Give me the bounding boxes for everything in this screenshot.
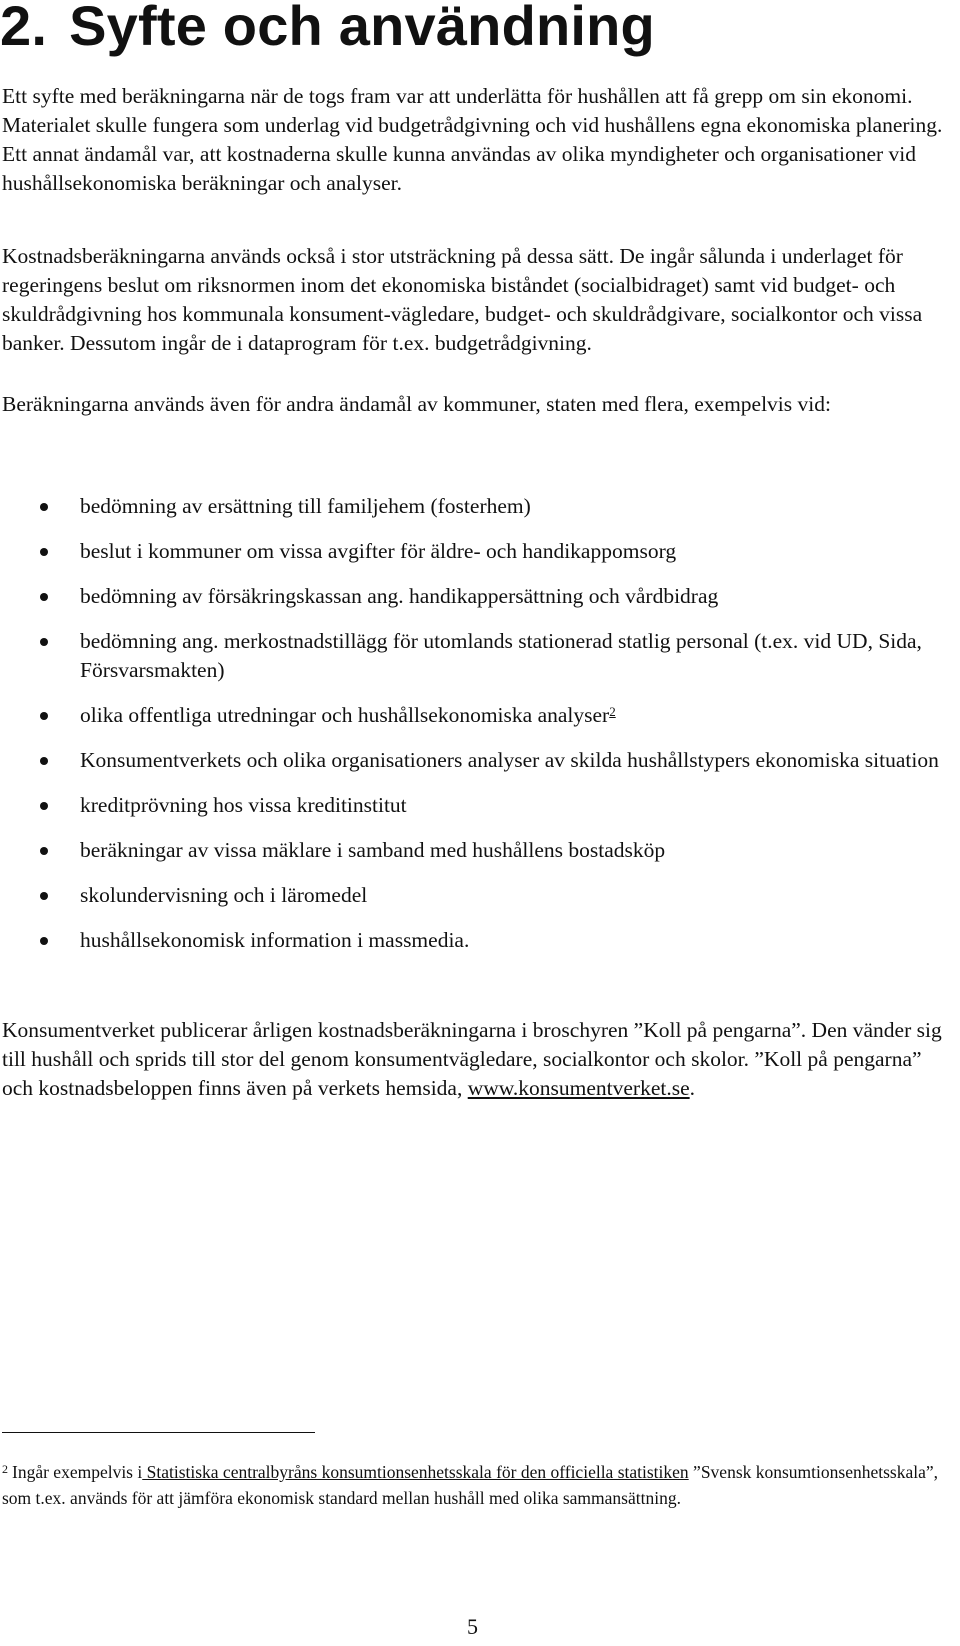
list-item — [0, 791, 950, 820]
section-title: Syfte och användning — [69, 0, 655, 57]
section-number: 2. — [0, 0, 48, 57]
list-item — [0, 492, 950, 521]
footnote-rest: ”Svensk konsumtionsenhetsskala”, som t.ex. används för att jämföra ekonomisk standard mellan hushåll med olika sammansättning. — [2, 1462, 939, 1508]
footnote-reference[interactable]: 2 — [609, 704, 616, 719]
bullet-icon — [40, 503, 48, 511]
footnote-underlined-text: Statistiska centralbyråns konsumtionsenhetsskala för den officiella statistiken — [142, 1462, 689, 1482]
bullet-icon — [40, 548, 48, 556]
list-item-text: beslut i kommuner om vissa avgifter för äldre- och handikappomsorg — [80, 539, 677, 563]
list-item — [0, 746, 950, 775]
publication-text: Konsumentverket publicerar årligen kostnadsberäkningarna i broschyren ”Koll på pengarna”. Den vänder sig till hushåll och sprids till stor del genom konsumentvägledare, socialkontor och skolor. ”Koll på pengarna” och kostnadsbeloppen finns även på verkets hemsida, — [2, 1018, 942, 1100]
paragraph-purpose: Ett syfte med beräkningarna när de togs fram var att underlätta för hushållen att få grepp om sin ekonomi. Materialet skulle fungera som underlag vid budgetrådgivning och vid hushållens egna ekonomiska planering. Ett annat ändamål var, att kostnaderna skulle kunna användas av olika myndigheter och organisationer vid hushållsekonomiska beräkningar och analyser. — [2, 84, 943, 195]
bullet-icon — [40, 892, 48, 900]
list-item — [0, 627, 950, 685]
bullet-icon — [40, 847, 48, 855]
footnote — [2, 1459, 947, 1511]
list-item — [0, 701, 950, 730]
paragraph-other-purposes: Beräkningarna används även för andra ändamål av kommuner, staten med flera, exempelvis vid: — [2, 392, 831, 416]
bullet-icon — [40, 937, 48, 945]
section-heading — [0, 0, 655, 58]
footnote-divider — [2, 1432, 315, 1433]
bullet-icon — [40, 638, 48, 646]
page-number: 5 — [467, 1614, 478, 1639]
bullet-icon — [40, 802, 48, 810]
footnote-mark: 2 — [2, 1462, 8, 1476]
list-item-text: Konsumentverkets och olika organisationers analyser av skilda hushållstypers ekonomiska situation — [80, 748, 939, 772]
list-item-text: bedömning ang. merkostnadstillägg för utomlands stationerad statlig personal (t.ex. vid UD, Sida, Försvarsmakten) — [80, 629, 922, 682]
list-item-text: beräkningar av vissa mäklare i samband med hushållens bostadsköp — [80, 838, 666, 862]
usage-bullet-list — [0, 492, 950, 971]
paragraph-publication — [2, 1016, 947, 1103]
list-item-text: kreditprövning hos vissa kreditinstitut — [80, 793, 407, 817]
list-item-text: bedömning av försäkringskassan ang. handikappersättning och vårdbidrag — [80, 584, 719, 608]
list-item — [0, 537, 950, 566]
list-item — [0, 582, 950, 611]
list-item — [0, 926, 950, 955]
publication-end: . — [689, 1076, 696, 1100]
paragraph-usage: Kostnadsberäkningarna används också i stor utsträckning på dessa sätt. De ingår sålunda i underlaget för regeringens beslut om riksnormen inom det ekonomiska biståndet (socialbidraget) samt vid budget- och skuldrådgivning hos kommunala konsument-vägledare, budget- och skuldrådgivare, socialkontor och vissa banker. Dessutom ingår de i dataprogram för t.ex. budgetrådgivning. — [2, 244, 923, 355]
list-item-text: olika offentliga utredningar och hushållsekonomiska analyser — [80, 703, 610, 727]
list-item-text: hushållsekonomisk information i massmedia. — [80, 928, 470, 952]
bullet-icon — [40, 712, 48, 720]
list-item — [0, 881, 950, 910]
footnote-lead: Ingår exempelvis i — [12, 1462, 143, 1482]
bullet-icon — [40, 593, 48, 601]
list-item-text: skolundervisning och i läromedel — [80, 883, 368, 907]
bullet-icon — [40, 757, 48, 765]
website-link[interactable]: www.konsumentverket.se — [467, 1076, 690, 1100]
list-item — [0, 836, 950, 865]
list-item-text: bedömning av ersättning till familjehem (fosterhem) — [80, 494, 531, 518]
